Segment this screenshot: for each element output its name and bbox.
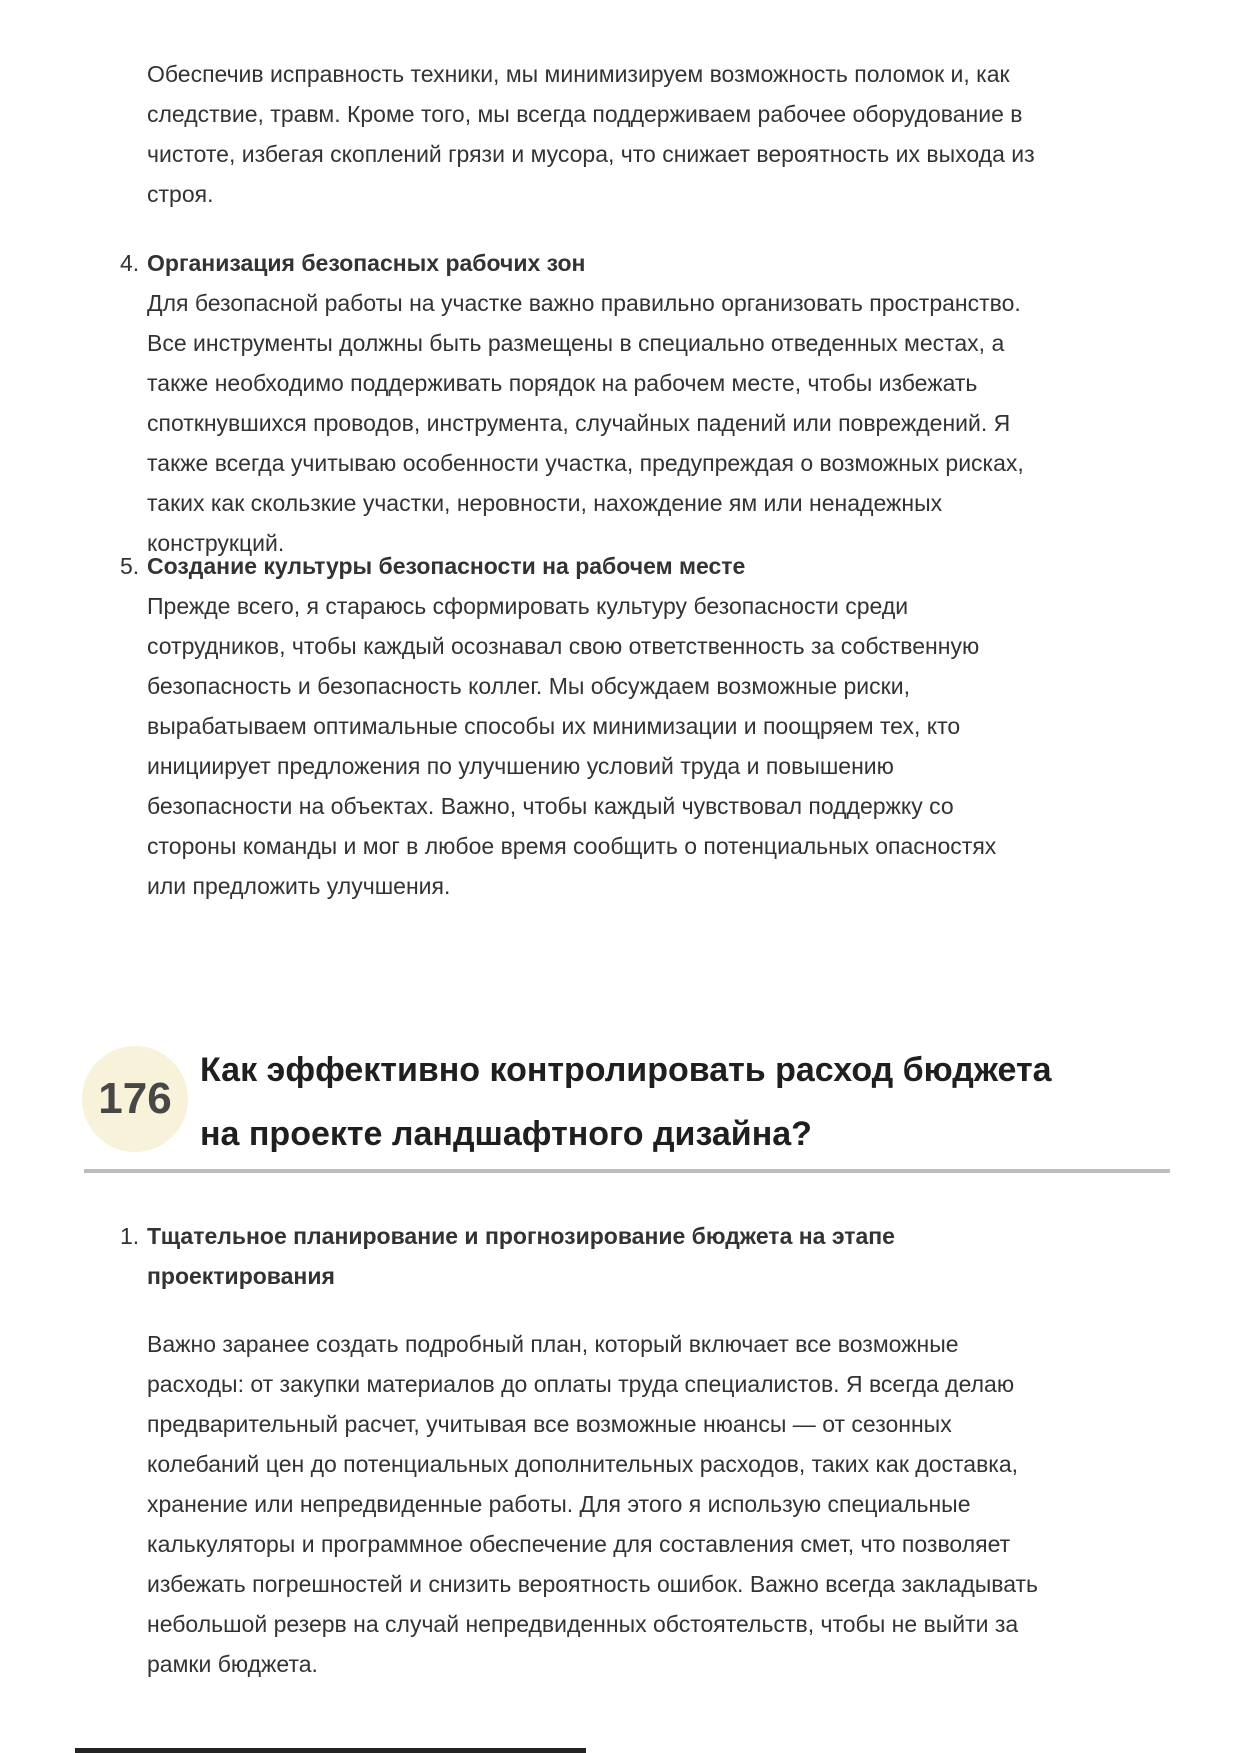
list-item-4: [120, 243, 1045, 563]
list-item-body: Прежде всего, я стараюсь сформировать культуру безопасности среди сотрудников, чтобы каждый осознавал свою ответственность за собственную безопасность и безопасность коллег. Мы обсуждаем возможные риски, вырабатываем оптимальные способы их минимизации и поощряем тех, кто инициирует предложения по улучшению условий труда и повышению безопасности на объектах. Важно, чтобы каждый чувствовал поддержку со стороны команды и мог в любое время сообщить о потенциальных опасностях или предложить улучшения.: [147, 593, 997, 899]
list-item-title: Тщательное планирование и прогнозирование бюджета на этапе проектирования: [147, 1223, 895, 1289]
list-item-body: Для безопасной работы на участке важно правильно организовать пространство. Все инструменты должны быть размещены в специально отведенных местах, а также необходимо поддерживать порядок на рабочем месте, чтобы избежать споткнувшихся проводов, инструмента, случайных падений или повреждений. Я также всегда учитываю особенности участка, предупреждая о возможных рисках, таких как скользкие участки, неровности, нахождение ям или ненадежных конструкций.: [147, 290, 1024, 556]
section-divider: [84, 1169, 1170, 1173]
list-item-content: [147, 243, 1040, 563]
question-title: Как эффективно контролировать расход бюджета на проекте ландшафтного дизайна?: [200, 1051, 1052, 1153]
bottom-dark-bar: [75, 1748, 586, 1753]
list-item-number: 5.: [120, 553, 140, 579]
list-item-number: 1.: [120, 1223, 140, 1249]
paragraph-continuation: Обеспечив исправность техники, мы минимизируем возможность поломок и, как следствие, травм. Кроме того, мы всегда поддерживаем рабочее оборудование в чистоте, избегая скоплений грязи и мусора, что снижает вероятность их выхода из строя.: [147, 61, 1035, 207]
list-item-content: [147, 1216, 1040, 1684]
list-item-body: Важно заранее создать подробный план, который включает все возможные расходы: от закупки материалов до оплаты труда специалистов. Я всегда делаю предварительный расчет, учитывая все возможные нюансы — от сезонных колебаний цен до потенциальных дополнительных расходов, таких как доставка, хранение или непредвиденные работы. Для этого я использую специальные калькуляторы и программное обеспечение для составления смет, что позволяет избежать погрешностей и снизить вероятность ошибок. Важно всегда закладывать небольшой резерв на случай непредвиденных обстоятельств, чтобы не выйти за рамки бюджета.: [147, 1331, 1039, 1677]
question-number-badge: 176: [82, 1046, 188, 1152]
list-item-title: Организация безопасных рабочих зон: [147, 250, 586, 276]
list-item-title: Создание культуры безопасности на рабочем месте: [147, 553, 746, 579]
list-item-5: [120, 546, 1045, 906]
answer-item-1: [120, 1216, 1045, 1684]
list-item-content: [147, 546, 1040, 906]
list-item-number: 4.: [120, 250, 140, 276]
